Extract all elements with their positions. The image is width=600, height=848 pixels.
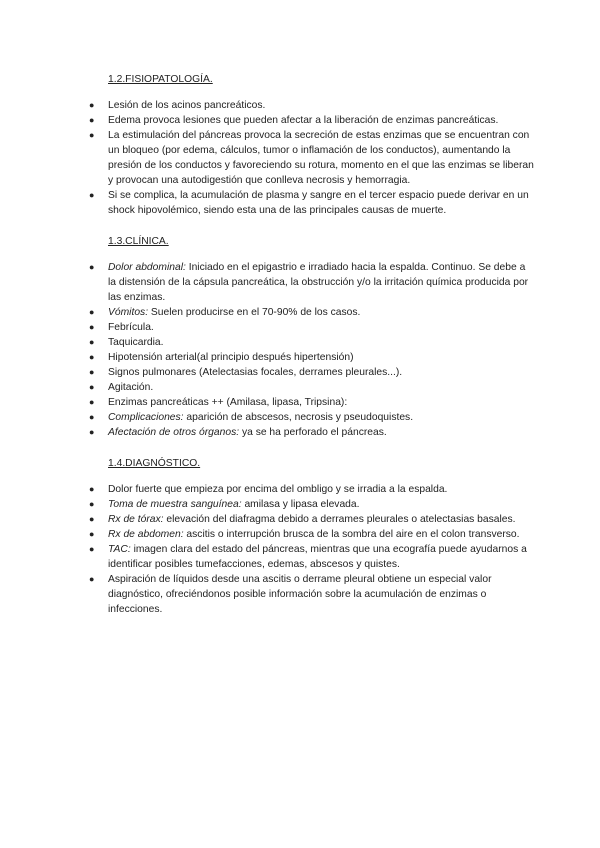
item-label: TAC: xyxy=(108,544,131,555)
item-text: amilasa y lipasa elevada. xyxy=(241,499,360,510)
item-text: elevación del diafragma debido a derrames pleurales o atelectasias basales. xyxy=(163,514,516,525)
bullet-icon: ● xyxy=(89,499,95,509)
item-text: Aspiración de líquidos desde una ascitis o derrame pleural obtiene un especial valor diagnóstico, ofreciéndonos posible información sobre la acumulación de enzimas o infecciones. xyxy=(108,574,492,615)
item-label: Dolor abdominal: xyxy=(108,262,186,273)
list-item xyxy=(86,350,536,365)
list-item xyxy=(86,542,536,572)
bullet-list xyxy=(86,98,536,218)
item-text: ascitis o interrupción brusca de la sombra del aire en el colon transverso. xyxy=(183,529,520,540)
list-item xyxy=(86,410,536,425)
item-label: Rx de abdomen: xyxy=(108,529,184,540)
bullet-icon: ● xyxy=(89,382,95,392)
bullet-icon: ● xyxy=(89,337,95,347)
item-text: Hipotensión arterial(al principio después hipertensión) xyxy=(108,352,354,363)
bullet-icon: ● xyxy=(89,262,95,272)
bullet-icon: ● xyxy=(89,529,95,539)
item-text: Febrícula. xyxy=(108,322,154,333)
item-text: Agitación. xyxy=(108,382,154,393)
item-label: Vómitos: xyxy=(108,307,149,318)
item-text: Si se complica, la acumulación de plasma y sangre en el tercer espacio puede derivar en un shock hipovolémico, siendo esta una de las principales causas de muerte. xyxy=(108,190,529,216)
document-content xyxy=(86,72,536,617)
item-text: Signos pulmonares (Atelectasias focales, derrames pleurales...). xyxy=(108,367,403,378)
bullet-icon: ● xyxy=(89,100,95,110)
list-item xyxy=(86,395,536,410)
list-item xyxy=(86,320,536,335)
section-diagnostico xyxy=(86,456,536,617)
bullet-icon: ● xyxy=(89,190,95,200)
list-item xyxy=(86,425,536,440)
bullet-icon: ● xyxy=(89,115,95,125)
bullet-list xyxy=(86,482,536,617)
bullet-icon: ● xyxy=(89,574,95,584)
list-item xyxy=(86,335,536,350)
item-text: Dolor fuerte que empieza por encima del ombligo y se irradia a la espalda. xyxy=(108,484,448,495)
list-item xyxy=(86,482,536,497)
item-text: imagen clara del estado del páncreas, mientras que una ecografía puede ayudarnos a identificar posibles tumefacciones, edemas, abscesos y quistes. xyxy=(108,544,527,570)
bullet-icon: ● xyxy=(89,367,95,377)
bullet-icon: ● xyxy=(89,412,95,422)
section-fisiopatologia xyxy=(86,72,536,218)
item-text: La estimulación del páncreas provoca la secreción de estas enzimas que se encuentran con un bloqueo (por edema, cálculos, tumor o inflamación de los conductos), aumentando la presión de los conductos y favoreciendo su rotura, momento en el que las enzimas se liberan y provocan una autodigestión que conlleva necrosis y hemorragia. xyxy=(108,130,534,186)
section-heading: 1.3.CLÍNICA. xyxy=(108,236,169,247)
item-label: Toma de muestra sanguínea: xyxy=(108,499,242,510)
list-item xyxy=(86,380,536,395)
bullet-icon: ● xyxy=(89,397,95,407)
list-item xyxy=(86,188,536,218)
bullet-icon: ● xyxy=(89,514,95,524)
item-text: Enzimas pancreáticas ++ (Amilasa, lipasa, Tripsina): xyxy=(108,397,348,408)
item-text: aparición de abscesos, necrosis y pseudoquistes. xyxy=(183,412,414,423)
bullet-icon: ● xyxy=(89,352,95,362)
item-label: Rx de tórax: xyxy=(108,514,164,525)
bullet-icon: ● xyxy=(89,322,95,332)
item-label: Complicaciones: xyxy=(108,412,184,423)
item-text: Edema provoca lesiones que pueden afectar a la liberación de enzimas pancreáticas. xyxy=(108,115,499,126)
list-item xyxy=(86,128,536,188)
list-item xyxy=(86,365,536,380)
list-item xyxy=(86,113,536,128)
item-text: ya se ha perforado el páncreas. xyxy=(239,427,387,438)
item-label: Afectación de otros órganos: xyxy=(108,427,240,438)
item-text: Suelen producirse en el 70-90% de los casos. xyxy=(148,307,361,318)
list-item xyxy=(86,497,536,512)
section-heading: 1.2.FISIOPATOLOGÍA. xyxy=(108,74,213,85)
bullet-icon: ● xyxy=(89,544,95,554)
bullet-icon: ● xyxy=(89,484,95,494)
list-item xyxy=(86,572,536,617)
item-text: Iniciado en el epigastrio e irradiado hacia la espalda. Continuo. Se debe a la distensión de la cápsula pancreática, la obstrucción y/o la irritación química producida por las enzimas. xyxy=(108,262,529,303)
bullet-icon: ● xyxy=(89,130,95,140)
bullet-list xyxy=(86,260,536,440)
bullet-icon: ● xyxy=(89,307,95,317)
list-item xyxy=(86,527,536,542)
bullet-icon: ● xyxy=(89,427,95,437)
list-item xyxy=(86,512,536,527)
item-text: Lesión de los acinos pancreáticos. xyxy=(108,100,266,111)
list-item xyxy=(86,305,536,320)
item-text: Taquicardia. xyxy=(108,337,164,348)
section-clinica xyxy=(86,234,536,440)
list-item xyxy=(86,260,536,305)
section-heading: 1.4.DIAGNÓSTICO. xyxy=(108,458,201,469)
list-item xyxy=(86,98,536,113)
